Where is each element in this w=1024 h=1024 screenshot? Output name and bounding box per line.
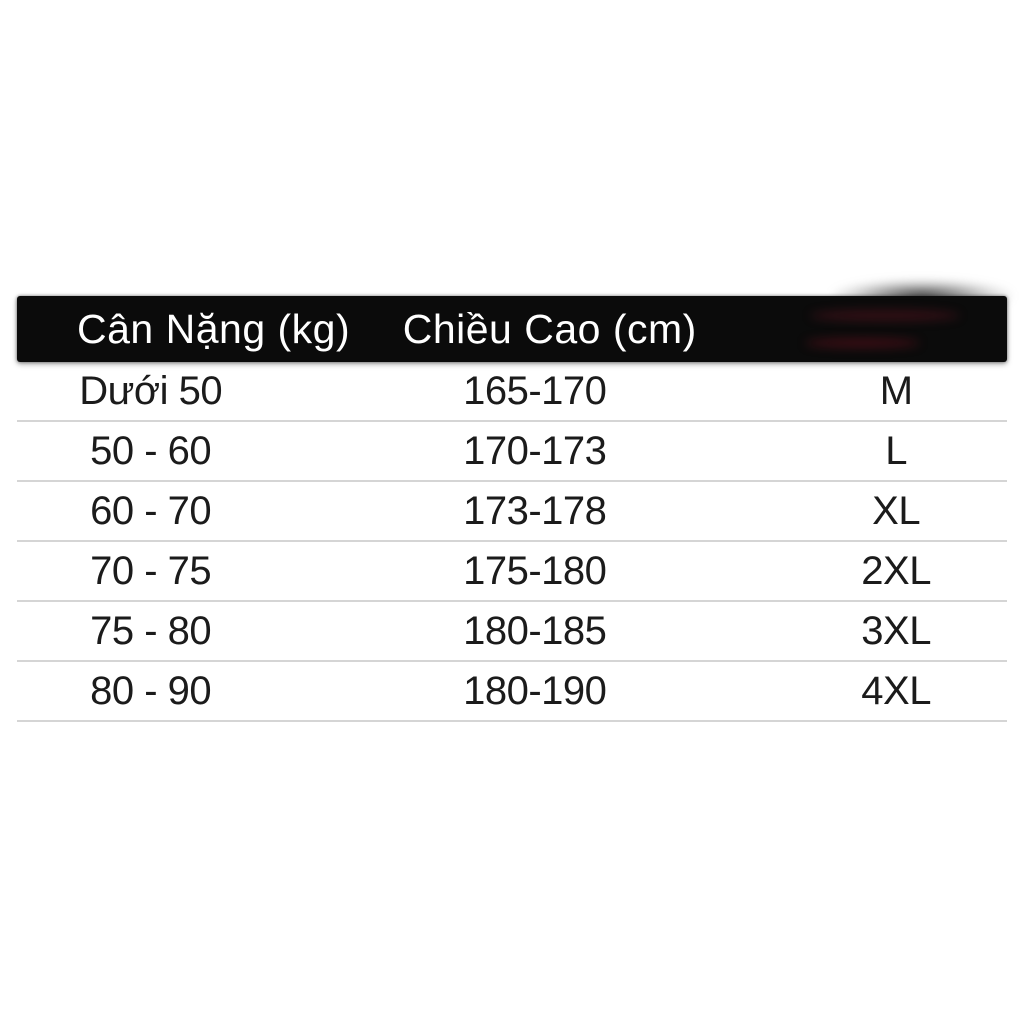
column-header-height: Chiều Cao (cm): [402, 305, 697, 352]
size-cell: L: [885, 428, 907, 473]
weight-cell: 75 - 80: [90, 608, 212, 653]
column-header-weight: Cân Nặng (kg): [77, 305, 351, 352]
table-row: [17, 662, 1007, 722]
height-cell: 180-185: [463, 608, 607, 653]
weight-cell: 50 - 60: [90, 428, 212, 473]
table-row: [17, 542, 1007, 602]
height-cell: 173-178: [463, 488, 607, 533]
size-cell: M: [879, 368, 913, 413]
height-cell: 180-190: [463, 668, 607, 713]
size-cell: 3XL: [861, 608, 931, 653]
size-table: [17, 296, 1007, 722]
weight-cell: 60 - 70: [90, 488, 212, 533]
table-header-row: [17, 296, 1007, 362]
height-cell: 170-173: [463, 428, 607, 473]
faint-red-artifact: [805, 338, 920, 348]
height-cell: 175-180: [463, 548, 607, 593]
table-row: [17, 422, 1007, 482]
table-row: [17, 602, 1007, 662]
weight-cell: 70 - 75: [90, 548, 212, 593]
faint-red-artifact: [810, 310, 960, 321]
weight-cell: Dưới 50: [79, 368, 223, 413]
height-cell: 165-170: [463, 368, 607, 413]
weight-cell: 80 - 90: [90, 668, 212, 713]
size-cell: 2XL: [861, 548, 931, 593]
table-row: [17, 362, 1007, 422]
size-cell: 4XL: [861, 668, 931, 713]
table-row: [17, 482, 1007, 542]
table-body: [17, 362, 1007, 722]
size-cell: XL: [872, 488, 921, 533]
